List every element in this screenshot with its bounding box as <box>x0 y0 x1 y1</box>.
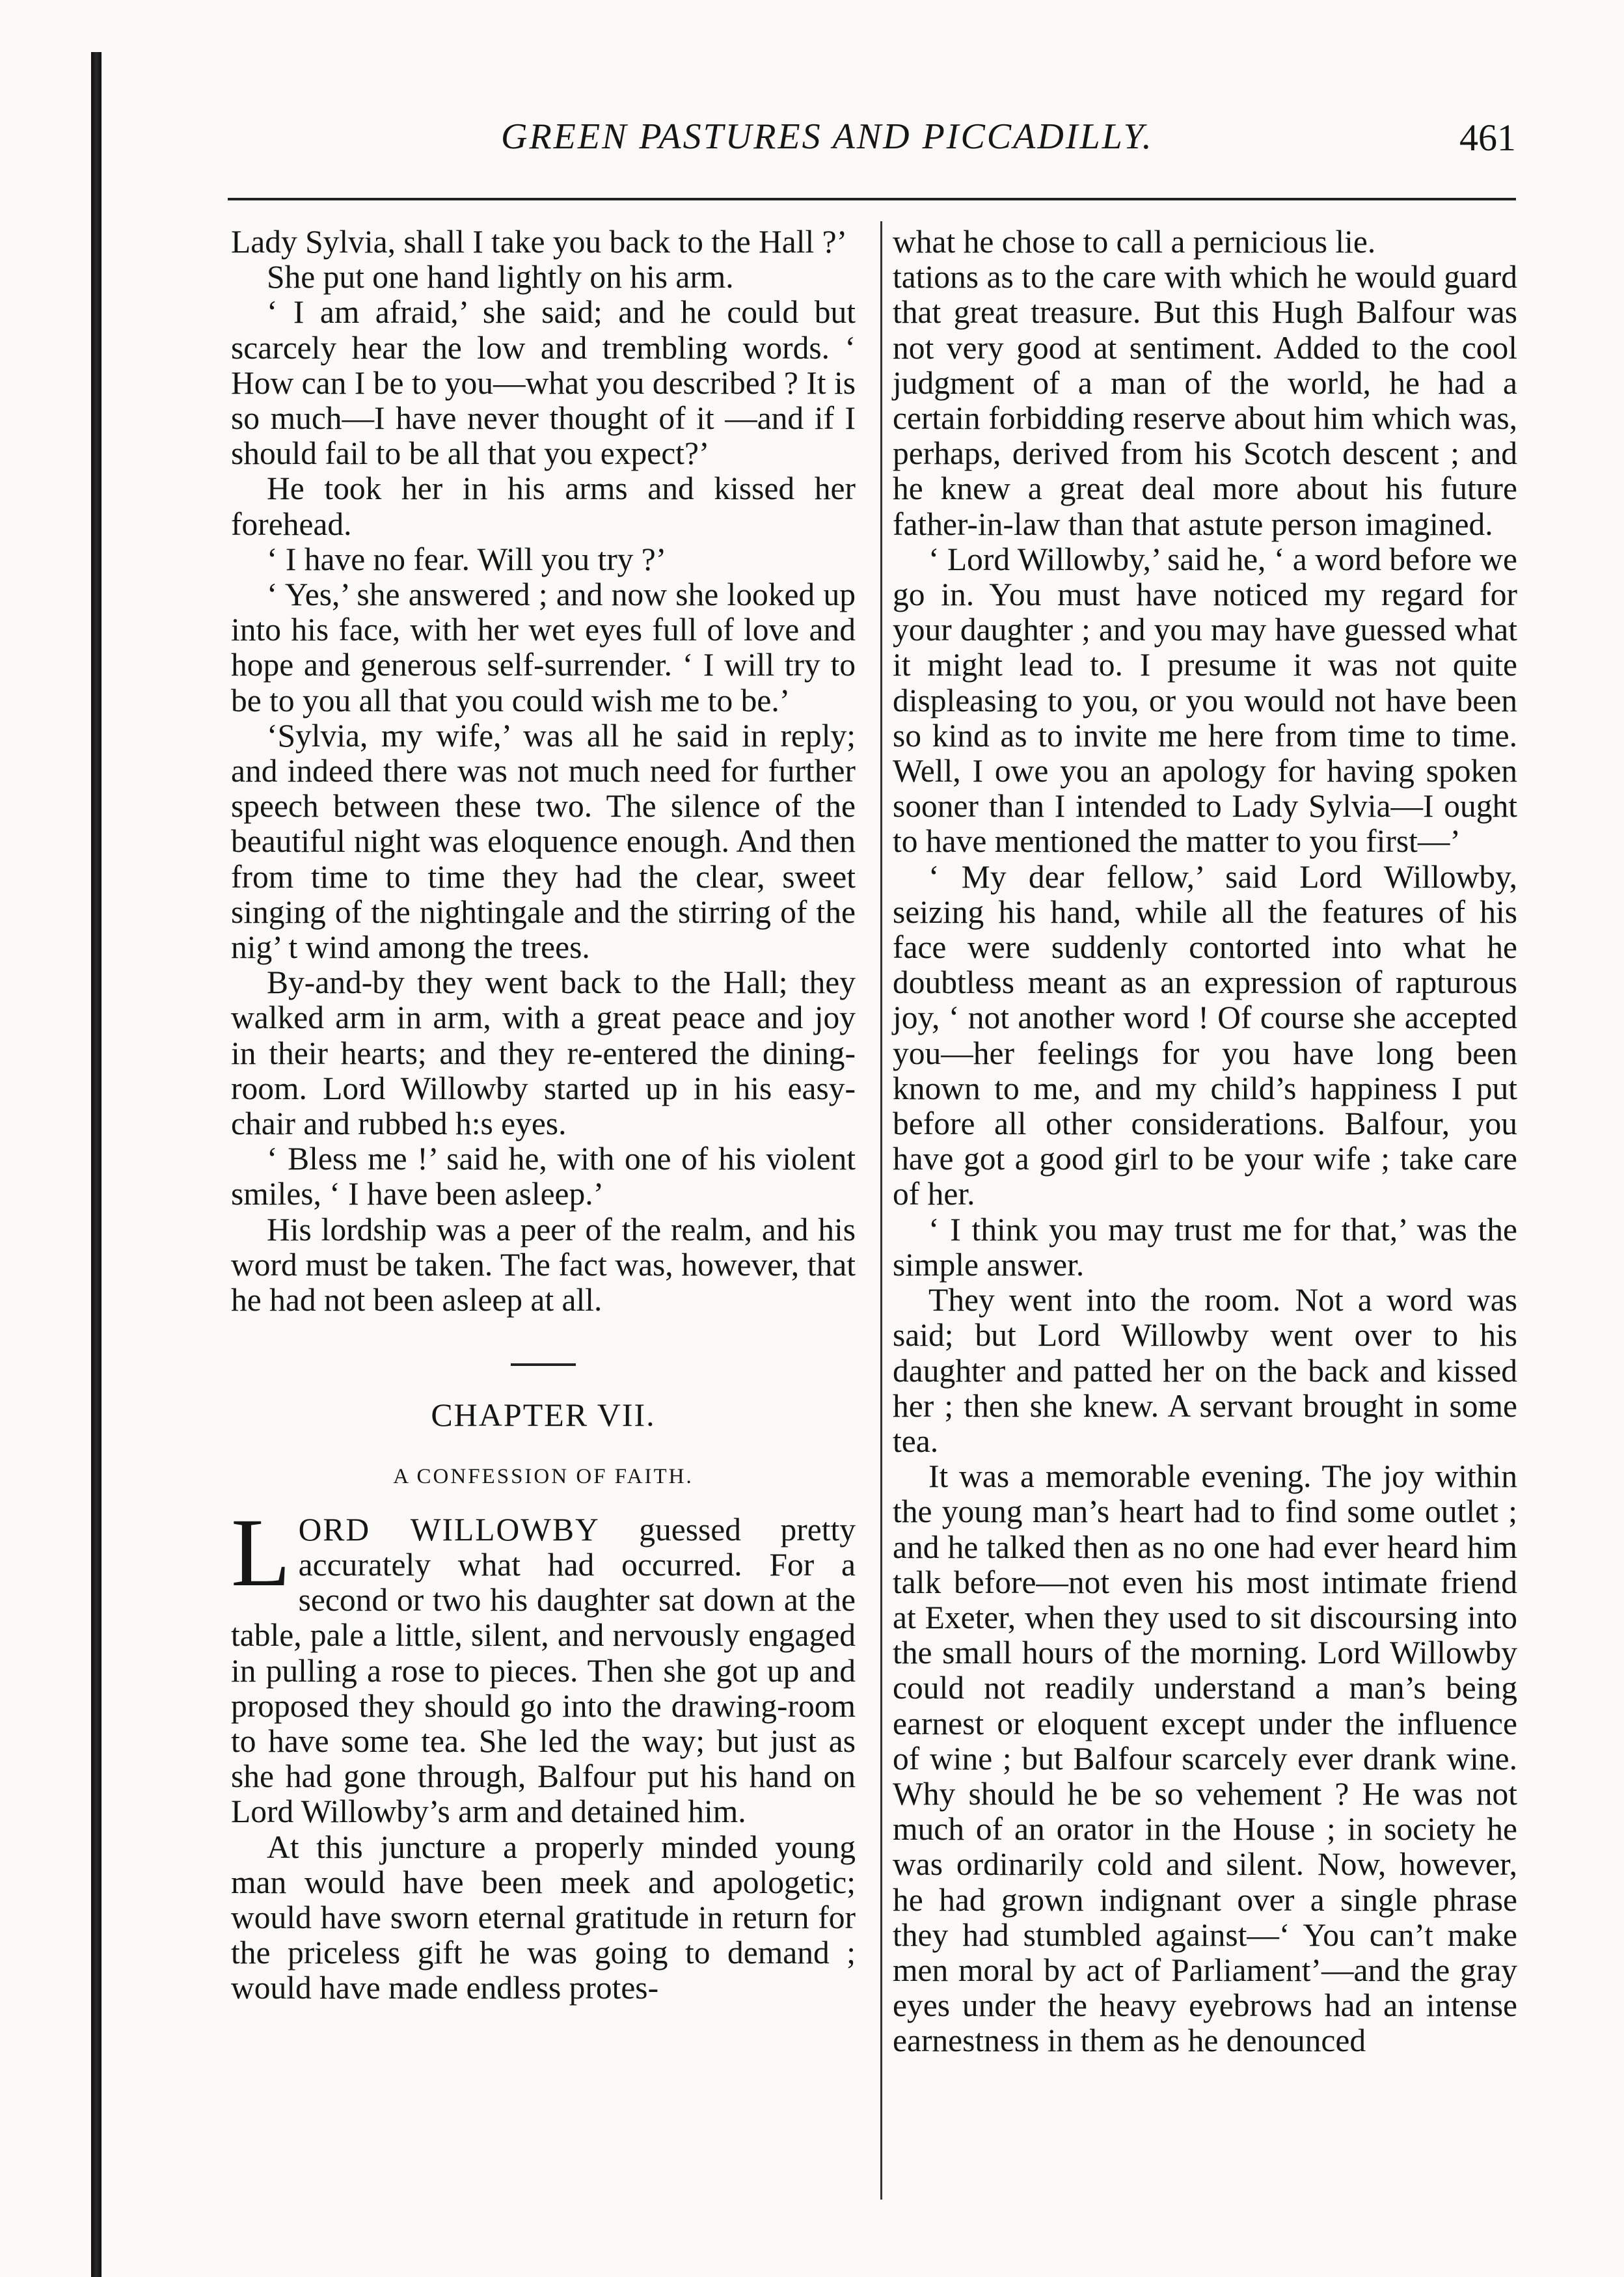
paragraph: ‘ Lord Willowby,’ said he, ‘ a word before we go in. You must have noticed my regard for your daughter ; and you may have guessed what it might lead to. I presume it was not quite displeasing to you, or you would not have been so kind as to invite me here from time to time. Well, I owe you an apology for having spoken sooner than I intended to Lady Sylvia—I ought to have mentioned the matter to you first—’ <box>893 541 1517 860</box>
book-binding-edge <box>91 52 102 2277</box>
paragraph: At this juncture a properly minded young man would have been meek and apologetic; would have sworn eternal gratitude in return for the priceless gift he was going to demand ; would have made endless protes- <box>231 1829 856 2006</box>
column-divider <box>880 221 882 2200</box>
paragraph: It was a memorable evening. The joy within the young man’s heart had to find some outlet ; and he talked then as no one had ever heard him talk before—not even his most intimate friend at Exeter, when they used to sit discoursing into the small hours of the morning. Lord Willowby could not readily understand a man’s being earnest or eloquent except under the influence of wine ; but Balfour scarcely ever drank wine. Why should he be so vehement ? He was not much of an orator in the House ; in society he was ordinarily cold and silent. Now, however, he had grown indignant over a single phrase they had stumbled against—‘ You can’t make men moral by act of Parliament’—and the gray eyes under the heavy eyebrows had an intense earnestness in them as he denounced <box>893 1458 1517 2059</box>
paragraph: She put one hand lightly on his arm. <box>267 259 734 295</box>
opening-text: guessed pretty accurately what had occurred. For a second or two his daughter sat down at the table, pale a little, silent, and nervously engaged in pulling a rose to pieces. Then she got up and proposed they should go into the drawing-room to have some tea. She led the way; but just as she had gone through, Balfour put his hand on Lord Willowby’s arm and detained him. <box>231 1511 856 1830</box>
paragraph: ‘ Bless me !’ said he, with one of his violent smiles, ‘ I have been asleep.’ <box>231 1141 856 1212</box>
paragraph: Lady Sylvia, shall I take you back to the Hall ?’ <box>231 224 848 260</box>
running-title: GREEN PASTURES AND PICCADILLY. <box>501 116 1154 157</box>
paragraph: By-and-by they went back to the Hall; they walked arm in arm, with a great peace and joy in their hearts; and they re-entered the dining-room. Lord Willowby started up in his easy-chair and rubbed h:s eyes. <box>231 964 856 1142</box>
paragraph: His lordship was a peer of the realm, and his word must be taken. The fact was, however, that he had not been asleep at all. <box>231 1211 856 1318</box>
drop-cap: L <box>231 1498 291 1607</box>
paragraph: He took her in his arms and kissed her forehead. <box>231 470 856 542</box>
paragraph: tations as to the care with which he would guard that great treasure. But this Hugh Balfour was not very good at sentiment. Added to the cool judgment of a man of the world, he had a certain forbidding reserve about him which was, perhaps, derived from his Scotch descent ; and he knew a great deal more about his future father-in-law than that astute person imagined. <box>893 259 1517 542</box>
paragraph: ‘ I have no fear. Will you try ?’ <box>267 541 667 577</box>
opening-smallcaps: ORD WILLOWBY <box>298 1511 600 1548</box>
paragraph: ‘ My dear fellow,’ said Lord Willowby, seizing his hand, while all the features of his face were suddenly contorted into what he doubtless meant as an expression of rapturous joy, ‘ not another word ! Of course she accepted you—her feelings for you have long been known to me, and my child’s happiness I put before all other considerations. Balfour, you have got a good girl to be your wife ; take care of her. <box>893 858 1517 1212</box>
right-column <box>893 225 1517 2059</box>
chapter-opening-paragraph <box>231 1498 856 1830</box>
paragraph: They went into the room. Not a word was said; but Lord Willowby went over to his daughter and patted her on the back and kissed her ; then she knew. A servant brought in some tea. <box>893 1282 1517 1459</box>
section-rule <box>511 1363 576 1366</box>
header-rule <box>228 198 1516 200</box>
left-column <box>231 225 856 2006</box>
paragraph: ‘ I think you may trust me for that,’ was the simple answer. <box>893 1211 1517 1283</box>
paragraph: ‘ Yes,’ she answered ; and now she looked up into his face, with her wet eyes full of love and hope and generous self-surrender. ‘ I will try to be to you all that you could wish me to be.’ <box>231 577 856 718</box>
page-header <box>228 116 1516 181</box>
paragraph: what he chose to call a pernicious lie. <box>893 224 1376 260</box>
page-number: 461 <box>1459 116 1516 159</box>
chapter-subtitle: A CONFESSION OF FAITH. <box>393 1464 694 1488</box>
chapter-heading: CHAPTER VII. <box>431 1397 656 1434</box>
paragraph: ‘Sylvia, my wife,’ was all he said in reply; and indeed there was not much need for further speech between these two. The silence of the beautiful night was eloquence enough. And then from time to time they had the clear, sweet singing of the nightingale and the stirring of the nig’ t wind among the trees. <box>231 717 856 966</box>
paragraph: ‘ I am afraid,’ she said; and he could but scarcely hear the low and trembling words. ‘ How can I be to you—what you described ? It is so much—I have never thought of it —and if I should fail to be all that you expect?’ <box>231 294 856 472</box>
